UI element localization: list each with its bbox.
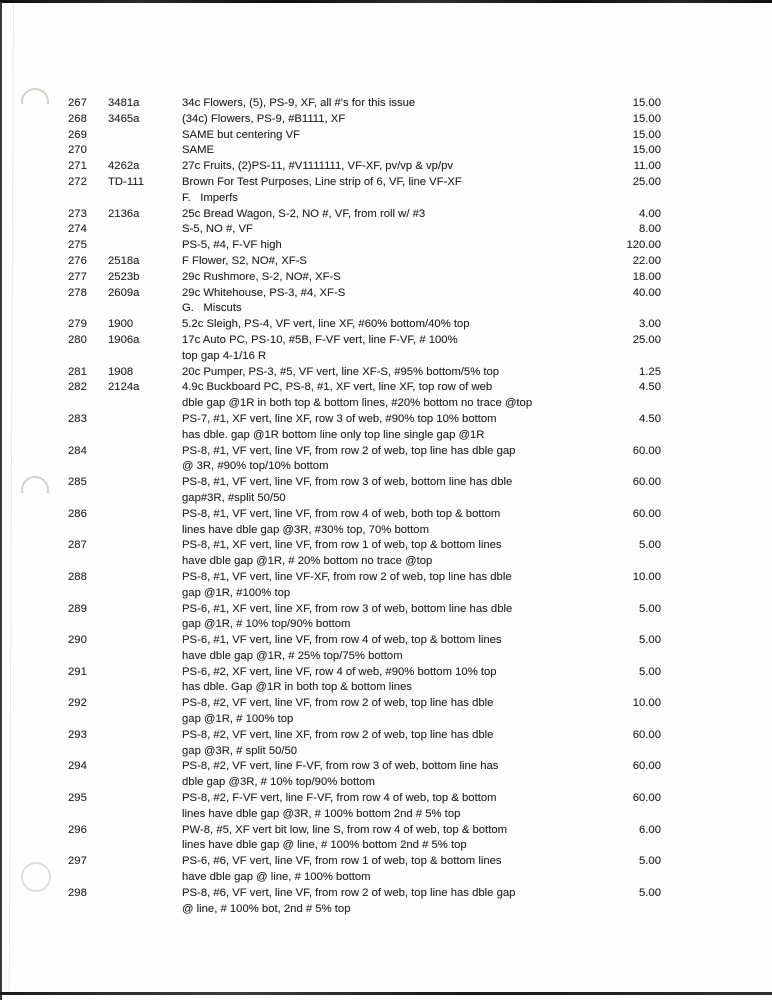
scan-edge-top [0,0,772,3]
price-value: 25.00 [632,175,661,188]
lot-number: 293 [68,728,87,741]
lot-number: 292 [68,697,87,710]
price-value: 22.00 [632,254,661,267]
item-description: PS-8, #1, VF vert, line VF, from row 4 of web, both top & bottom lines have dble gap @3R, #30% top, 70% bottom [182,507,501,536]
item-description: PW-8, #5, XF vert bit low, line S, from row 4 of web, top & bottom lines have dble gap @ line, # 100% bottom 2nd # 5% top [182,823,508,852]
price-list [0,96,772,917]
table-row [0,317,772,333]
price-value: 10.00 [632,570,661,583]
table-row [0,854,772,886]
lot-number: 269 [68,128,87,141]
table-row [0,175,772,191]
table-row [0,602,772,634]
catalog-number: 1908 [108,365,134,378]
table-row [0,507,772,539]
lot-number: 268 [68,112,87,125]
lot-number: 288 [68,570,87,583]
table-row [0,570,772,602]
lot-number: 294 [68,760,87,773]
price-value: 5.00 [639,602,661,615]
price-value: 8.00 [639,223,661,236]
lot-number: 297 [68,855,87,868]
catalog-number: 4262a [108,160,140,173]
lot-number: 271 [68,160,87,173]
price-value: 25.00 [632,333,661,346]
section-header-row [0,191,772,207]
price-value: 18.00 [632,270,661,283]
table-row [0,365,772,381]
item-description: PS-8, #1, VF vert, line VF, from row 3 of web, bottom line has dble gap#3R, #split 50/50 [182,476,513,504]
scan-edge-bottom [0,992,772,995]
price-value: 1.25 [639,365,661,378]
lot-number: 279 [68,318,87,331]
item-description: F Flower, S2, NO#, XF-S [182,254,307,267]
table-row [0,207,772,223]
price-value: 60.00 [632,444,661,457]
price-value: 5.00 [639,665,661,678]
lot-number: 278 [68,286,87,299]
catalog-number: 3481a [108,97,140,109]
table-row [0,286,772,302]
price-value: 15.00 [632,128,661,141]
table-row [0,238,772,254]
catalog-number: 2518a [108,254,140,267]
item-description: PS-6, #2, XF vert, line VF, row 4 of web, #90% bottom 10% top has dble. Gap @1R in both top & bottom lines [182,665,497,694]
price-value: 4.00 [639,207,661,220]
item-description: 5.2c Sleigh, PS-4, VF vert, line XF, #60% bottom/40% top [182,318,470,331]
table-row [0,696,772,728]
item-description: PS-8, #6, VF vert, line VF, from row 2 of web, top line has dble gap @ line, # 100% bot, 2nd # 5% top [182,886,516,915]
table-row [0,886,772,918]
lot-number: 295 [68,792,87,805]
lot-number: 273 [68,207,87,220]
catalog-number: 3465a [108,112,140,125]
price-value: 11.00 [633,160,661,173]
price-value: 5.00 [639,634,661,647]
catalog-number: 1906a [108,333,140,346]
table-row [0,823,772,855]
lot-number: 277 [68,270,87,283]
item-description: PS-7, #1, XF vert, line XF, row 3 of web, #90% top 10% bottom has dble. gap @1R bottom line only top line single gap @1R [182,412,497,441]
section-header-row [0,301,772,317]
price-value: 60.00 [632,476,661,489]
item-description: 4.9c Buckboard PC, PS-8, #1, XF vert, line XF, top row of web dble gap @1R in both top & bottom lines, #20% bottom no trace @top [182,381,533,410]
price-value: 120.00 [626,239,661,252]
item-description: PS-6, #6, VF vert, line VF, from row 1 of web, top & bottom lines have dble gap @ line, # 100% bottom [182,855,502,884]
item-description: SAME [182,144,215,157]
table-row [0,270,772,286]
table-row [0,254,772,270]
lot-number: 267 [68,97,87,109]
item-description: 27c Fruits, (2)PS-11, #V1111111, VF-XF, pv/vp & vp/pv [182,160,454,173]
lot-number: 276 [68,254,87,267]
lot-number: 281 [68,365,87,378]
price-value: 60.00 [632,728,661,741]
table-row [0,538,772,570]
lot-number: 289 [68,602,87,615]
lot-number: 286 [68,507,87,520]
table-row [0,96,772,112]
table-row [0,333,772,365]
table-row [0,475,772,507]
item-description: 29c Rushmore, S-2, NO#, XF-S [182,270,341,283]
price-value: 15.00 [632,112,661,125]
price-value: 15.00 [632,144,661,157]
item-description: PS-8, #1, VF vert, line VF-XF, from row 2 of web, top line has dble gap @1R, #100% top [182,570,512,599]
table-row [0,633,772,665]
item-description: PS-6, #1, XF vert, line XF, from row 3 of web, bottom line has dble gap @1R, # 10% top/90% bottom [182,602,513,631]
item-description: 17c Auto PC, PS-10, #5B, F-VF vert, line F-VF, # 100% top gap 4-1/16 R [182,333,458,362]
item-description: Brown For Test Purposes, Line strip of 6, VF, line VF-XF [182,175,462,188]
item-description: PS-8, #1, XF vert, line VF, from row 1 of web, top & bottom lines have dble gap @1R, # 20% bottom no trace @top [182,539,502,568]
lot-number: 283 [68,412,87,425]
item-description: 34c Flowers, (5), PS-9, XF, all #'s for this issue [182,97,416,109]
lot-number: 270 [68,144,87,157]
lot-number: 284 [68,444,87,457]
item-description: PS-8, #2, VF vert, line VF, from row 2 of web, top line has dble gap @1R, # 100% top [182,697,494,726]
price-value: 5.00 [639,539,661,552]
table-row [0,128,772,144]
catalog-number: 2136a [108,207,140,220]
lot-number: 291 [68,665,87,678]
item-description: G. Miscuts [182,302,242,315]
item-description: (34c) Flowers, PS-9, #B1111, XF [182,112,346,125]
table-row [0,444,772,476]
price-value: 3.00 [639,318,661,331]
price-value: 5.00 [639,886,661,899]
lot-number: 290 [68,634,87,647]
catalog-number: 2124a [108,381,140,394]
lot-number: 275 [68,239,87,252]
item-description: PS-8, #2, F-VF vert, line F-VF, from row 4 of web, top & bottom lines have dble gap @3R, # 100% bottom 2nd # 5% top [182,792,497,820]
item-description: SAME but centering VF [182,128,301,141]
price-value: 5.00 [639,855,661,868]
price-value: 4.50 [639,381,661,394]
lot-number: 280 [68,333,87,346]
item-description: PS-6, #1, VF vert, line VF, from row 4 of web, top & bottom lines have dble gap @1R, # 25% top/75% bottom [182,634,502,662]
price-value: 60.00 [632,792,661,805]
table-row [0,112,772,128]
price-value: 40.00 [632,286,661,299]
lot-number: 282 [68,381,87,394]
lot-number: 287 [68,539,87,552]
item-description: PS-5, #4, F-VF high [182,239,282,252]
lot-number: 272 [68,175,87,188]
table-row [0,791,772,823]
lot-number: 285 [68,476,87,489]
catalog-number: 2609a [108,286,140,299]
item-description: S-5, NO #, VF [182,223,253,236]
table-row [0,728,772,760]
table-row [0,159,772,175]
table-row [0,143,772,159]
catalog-number: 1900 [108,318,134,331]
lot-number: 298 [68,886,87,899]
table-row [0,222,772,238]
table-row [0,412,772,444]
price-value: 6.00 [639,823,661,836]
lot-number: 296 [68,823,87,836]
table-row [0,380,772,412]
price-value: 4.50 [639,412,661,425]
item-description: 25c Bread Wagon, S-2, NO #, VF, from roll w/ #3 [182,207,426,220]
item-description: PS-8, #1, VF vert, line VF, from row 2 of web, top line has dble gap @ 3R, #90% top/10% bottom [182,444,516,473]
price-value: 15.00 [632,97,661,109]
price-value: 10.00 [632,697,661,710]
price-value: 60.00 [632,760,661,773]
table-row [0,759,772,791]
item-description: F. Imperfs [182,191,238,204]
item-description: 20c Pumper, PS-3, #5, VF vert, line XF-S, #95% bottom/5% top [182,365,500,378]
catalog-number: 2523b [108,270,140,283]
catalog-number: TD-111 [108,175,144,188]
item-description: PS-8, #2, VF vert, line XF, from row 2 of web, top line has dble gap @3R, # split 50/50 [182,728,494,757]
lot-number: 274 [68,223,87,236]
item-description: 29c Whitehouse, PS-3, #4, XF-S [182,286,346,299]
table-row [0,665,772,697]
price-value: 60.00 [632,507,661,520]
item-description: PS-8, #2, VF vert, line F-VF, from row 3 of web, bottom line has dble gap @3R, # 10% top/90% bottom [182,760,499,789]
